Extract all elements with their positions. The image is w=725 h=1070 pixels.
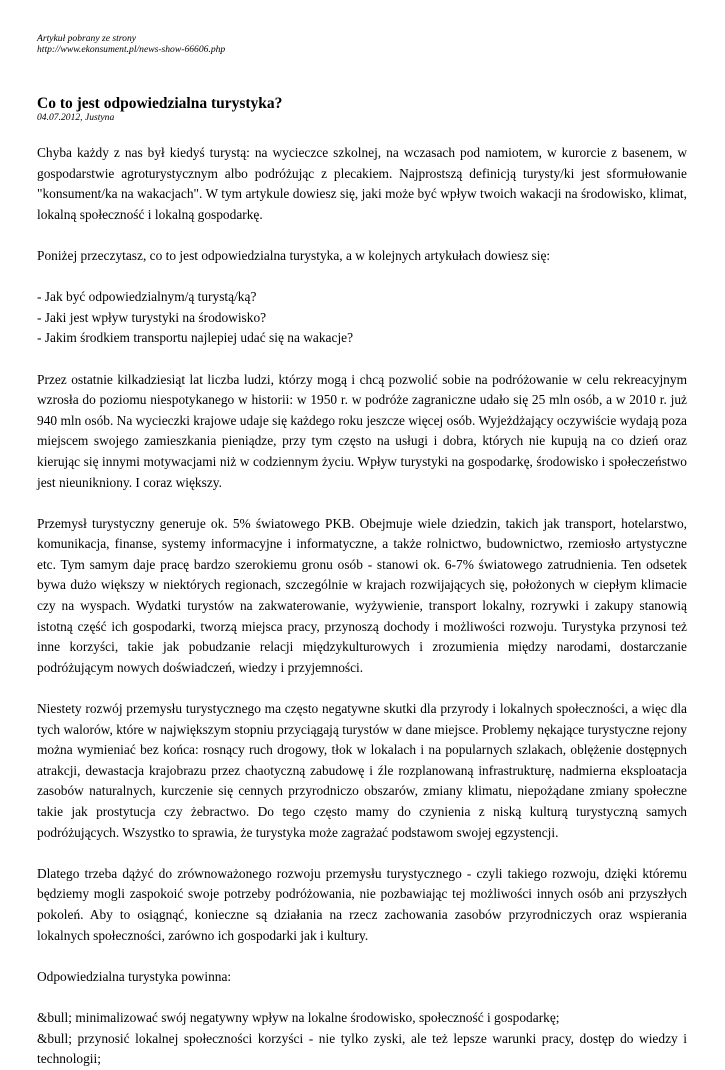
lead-paragraph: Poniżej przeczytasz, co to jest odpowiedzialna turystyka, a w kolejnych artykułach dowiesz się: <box>37 247 551 263</box>
article-date-author: 04.07.2012, Justyna <box>37 112 115 123</box>
history-paragraph: Przez ostatnie kilkadziesiąt lat liczba ludzi, którzy mogą i chcą pozwolić sobie na podróżowanie w celu rekreacyjnym wzrosła do poziomu niespotykanego w historii: w 1950 r. w podróże zagraniczne udało się 25 mln osób, a w 2010 r. już 940 mln osób. Na wycieczki krajowe udaje się każdego roku jeszcze więcej osób. Wyjeżdżający oczywiście wydają poza miejscem swojego zamieszkania pieniądze, przy tym często na usługi i dobra, których nie kupują na co dzień oraz kierując się innymi motywacjami niż w codziennym życiu. Wpływ turystyki na gospodarkę, środowisko i społeczeństwo jest nieunikniony. I coraz większy. <box>37 371 687 490</box>
intro-paragraph: Chyba każdy z nas był kiedyś turystą: na wycieczce szkolnej, na wczasach pod namiotem, w kurorcie z basenem, w gospodarstwie agroturystycznym albo podróżując z plecakiem. Najprostszą definicją turysty/ki jest sformułowanie "konsument/ka na wakacjach". W tym artykule dowiesz się, jaki może być wpływ twoich wakacji na środowisko, klimat, lokalną społeczność i lokalną gospodarkę. <box>37 145 687 222</box>
responsible-tourism-heading: Odpowiedzialna turystyka powinna: <box>37 968 232 984</box>
question-list <box>37 287 687 349</box>
bullet-item: &bull; minimalizować swój negatywny wpływ na lokalne środowisko, społeczność i gospodarkę; <box>37 1009 560 1025</box>
article-title: Co to jest odpowiedzialna turystyka? <box>37 95 283 112</box>
list-item: - Jak być odpowiedzialnym/ą turystą/ką? <box>37 289 257 305</box>
document-page <box>37 33 687 1070</box>
sustainability-paragraph: Dlatego trzeba dążyć do zrównoważonego rozwoju przemysłu turystycznego - czyli takiego rozwoju, dzięki któremu będziemy mogli zaspokoić swoje potrzeby podróżowania, nie pozbawiając tej możliwości innych osób ani przyszłych pokoleń. Aby to osiągnąć, konieczne są działania na rzecz zachowania zasobów przyrodniczych oraz wspierania lokalnych społeczności, zarówno ich gospodarki jak i kultury. <box>37 865 687 943</box>
source-label: Artykuł pobrany ze strony <box>37 33 137 44</box>
bullet-item: &bull; przynosić lokalnej społeczności korzyści - nie tylko zyski, ale też lepsze warunki pracy, dostęp do wiedzy i technologii; <box>37 1030 687 1067</box>
list-item: - Jakim środkiem transportu najlepiej udać się na wakacje? <box>37 330 354 346</box>
problems-paragraph: Niestety rozwój przemysłu turystycznego ma często negatywne skutki dla przyrody i lokalnych społeczności, a więc dla tych walorów, które w największym stopniu przyciągają turystów w dane miejsce. Problemy nękające turystyczne rejony można wymieniać bez końca: rosnący ruch drogowy, tłok w lokalach i na popularnych szlakach, oblężenie dostępnych atrakcji, dewastacja krajobrazu przez chaotyczną zabudowę i źle rozplanowaną infrastrukturę, nadmierna eksploatacja zasobów naturalnych, kurczenie się cennych przyrodniczo obszarów, zmiany klimatu, niepożądane zmiany społeczne takie jak prostytucja czy żebractwo. Do tego często mamy do czynienia z niską kulturą turystyczną samych podróżujących. Wszystko to sprawia, że turystyka może zagrażać podstawom swojej egzystencji. <box>37 701 687 840</box>
industry-paragraph: Przemysł turystyczny generuje ok. 5% światowego PKB. Obejmuje wiele dziedzin, takich jak transport, hotelarstwo, komunikacja, finanse, systemy informacyjne i informatyczne, a także rolnictwo, budownictwo, rzemiosło artystyczne etc. Tym samym daje pracę bardzo szerokiemu gronu osób - stanowi ok. 6-7% światowego zatrudnienia. Ten odsetek bywa dużo większy w niektórych regionach, szczególnie w krajach rozwijających się, położonych w ciepłym klimacie czy na wyspach. Wydatki turystów na zakwaterowanie, wyżywienie, transport lokalny, rozrywki i zakupy stanowią istotną część ich gospodarki, tworzą miejsca pracy, przynoszą dochody i możliwości rozwoju. Turystyka przynosi też inne korzyści, takie jak pobudzanie relacji międzykulturowych i zrozumienia między narodami, dostarczanie podróżującym nowych doświadczeń, wiedzy i przyjemności. <box>37 515 687 675</box>
source-url[interactable]: http://www.ekonsument.pl/news-show-66606.php <box>37 44 226 55</box>
source-note <box>37 33 687 55</box>
bullet-list <box>37 1008 687 1070</box>
article-body <box>37 143 687 1070</box>
list-item: - Jaki jest wpływ turystyki na środowisko? <box>37 309 267 325</box>
